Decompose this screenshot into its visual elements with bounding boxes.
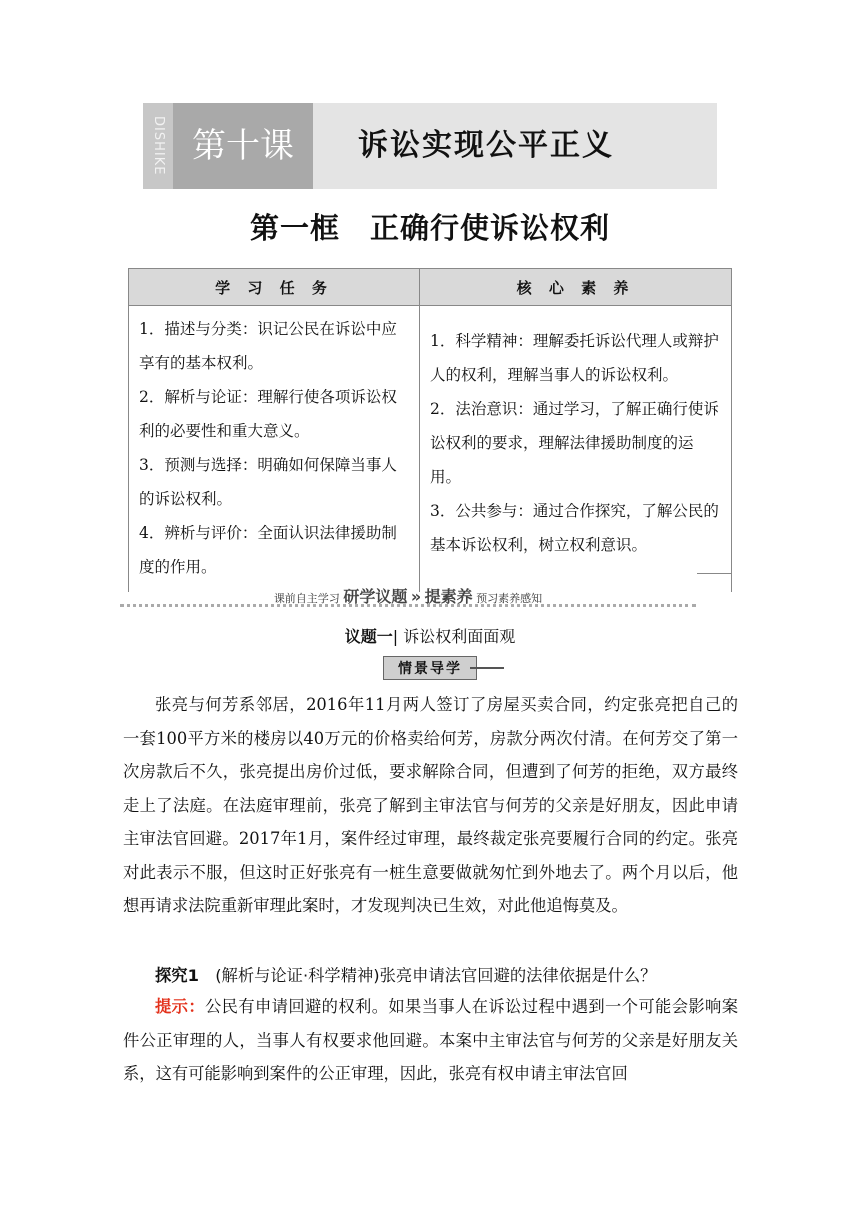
task-item: 4．辨析与评价：全面认识法律援助制度的作用。 <box>139 524 397 576</box>
competency-item: 3．公共参与：通过合作探究，了解公民的基本诉讼权利，树立权利意识。 <box>430 502 719 554</box>
divider-left-label: 课前自主学习 <box>273 592 340 605</box>
divider-title: 研学议题 <box>343 587 408 606</box>
hint-paragraph <box>123 990 738 1091</box>
hint-label: 提示： <box>155 997 206 1016</box>
divider-title-2: 提素养 <box>424 587 473 606</box>
badge-right-rule <box>470 667 504 669</box>
divider-right-label: 预习素养感知 <box>476 592 543 605</box>
topic-label: 议题一 <box>344 627 393 646</box>
question-text: (解析与论证·科学精神)张亮申请法官回避的法律依据是什么？ <box>215 966 657 985</box>
goals-header-tasks: 学 习 任 务 <box>129 269 420 306</box>
question-label: 探究1 <box>155 966 199 985</box>
lesson-number: 第十课 <box>173 103 313 189</box>
hint-text: 公民有申请回避的权利。如果当事人在诉讼过程中遇到一个可能会影响案件公正审理的人，当事人有权要求他回避。本案中主审法官与何芳的父亲是好朋友关系，这有可能影响到案件的公正审理，因此，张亮有权申请主审法官回 <box>123 997 738 1083</box>
lesson-title: 诉讼实现公平正义 <box>358 128 614 163</box>
scenario-badge: 情景导学 <box>383 656 477 680</box>
story-paragraph: 张亮与何芳系邻居，2016年11月两人签订了房屋买卖合同，约定张亮把自己的一套100平方米的楼房以40万元的价格卖给何芳，房款分两次付清。在何芳交了第一次房款后不久，张亮提出房价过低，要求解除合同，但遭到了何芳的拒绝，双方最终走上了法庭。在法庭审理前，张亮了解到主审法官与何芳的父亲是好朋友，因此申请主审法官回避。2017年1月，案件经过审理，最终裁定张亮要履行合同的约定。张亮对此表示不服，但这时正好张亮有一桩生意要做就匆忙到外地去了。两个月以后，他想再请求法院重新审理此案时，才发现判决已生效，对此他追悔莫及。 <box>123 695 738 915</box>
question <box>155 962 656 986</box>
badge-row <box>0 656 860 680</box>
divider-arrow-icon: » <box>410 587 422 606</box>
competency-item: 1．科学精神：理解委托诉讼代理人或辩护人的权利，理解当事人的诉讼权利。 <box>430 332 719 384</box>
table-bottom-rule <box>697 573 732 574</box>
goals-header-competencies: 核 心 素 养 <box>420 269 732 306</box>
section-divider <box>120 584 696 606</box>
section-title: 第一框 正确行使诉讼权利 <box>249 211 610 245</box>
topic-text: 诉讼权利面面观 <box>403 627 516 646</box>
lesson-banner <box>143 103 717 189</box>
goals-competencies-cell <box>420 306 732 593</box>
topic-separator: | <box>392 627 404 646</box>
task-item: 3．预测与选择：明确如何保障当事人的诉讼权利。 <box>139 456 397 508</box>
topic-heading <box>0 624 860 647</box>
goals-table <box>128 268 732 592</box>
task-item: 2．解析与论证：理解行使各项诉讼权利的必要性和重大意义。 <box>139 388 397 440</box>
task-item: 1．描述与分类：识记公民在诉讼中应享有的基本权利。 <box>139 320 397 372</box>
competency-item: 2．法治意识：通过学习，了解正确行使诉讼权利的要求，理解法律援助制度的运用。 <box>430 400 719 486</box>
goals-tasks-cell <box>129 306 420 593</box>
dotted-rule <box>120 604 696 607</box>
banner-side-text: DISHIKE <box>143 103 173 189</box>
